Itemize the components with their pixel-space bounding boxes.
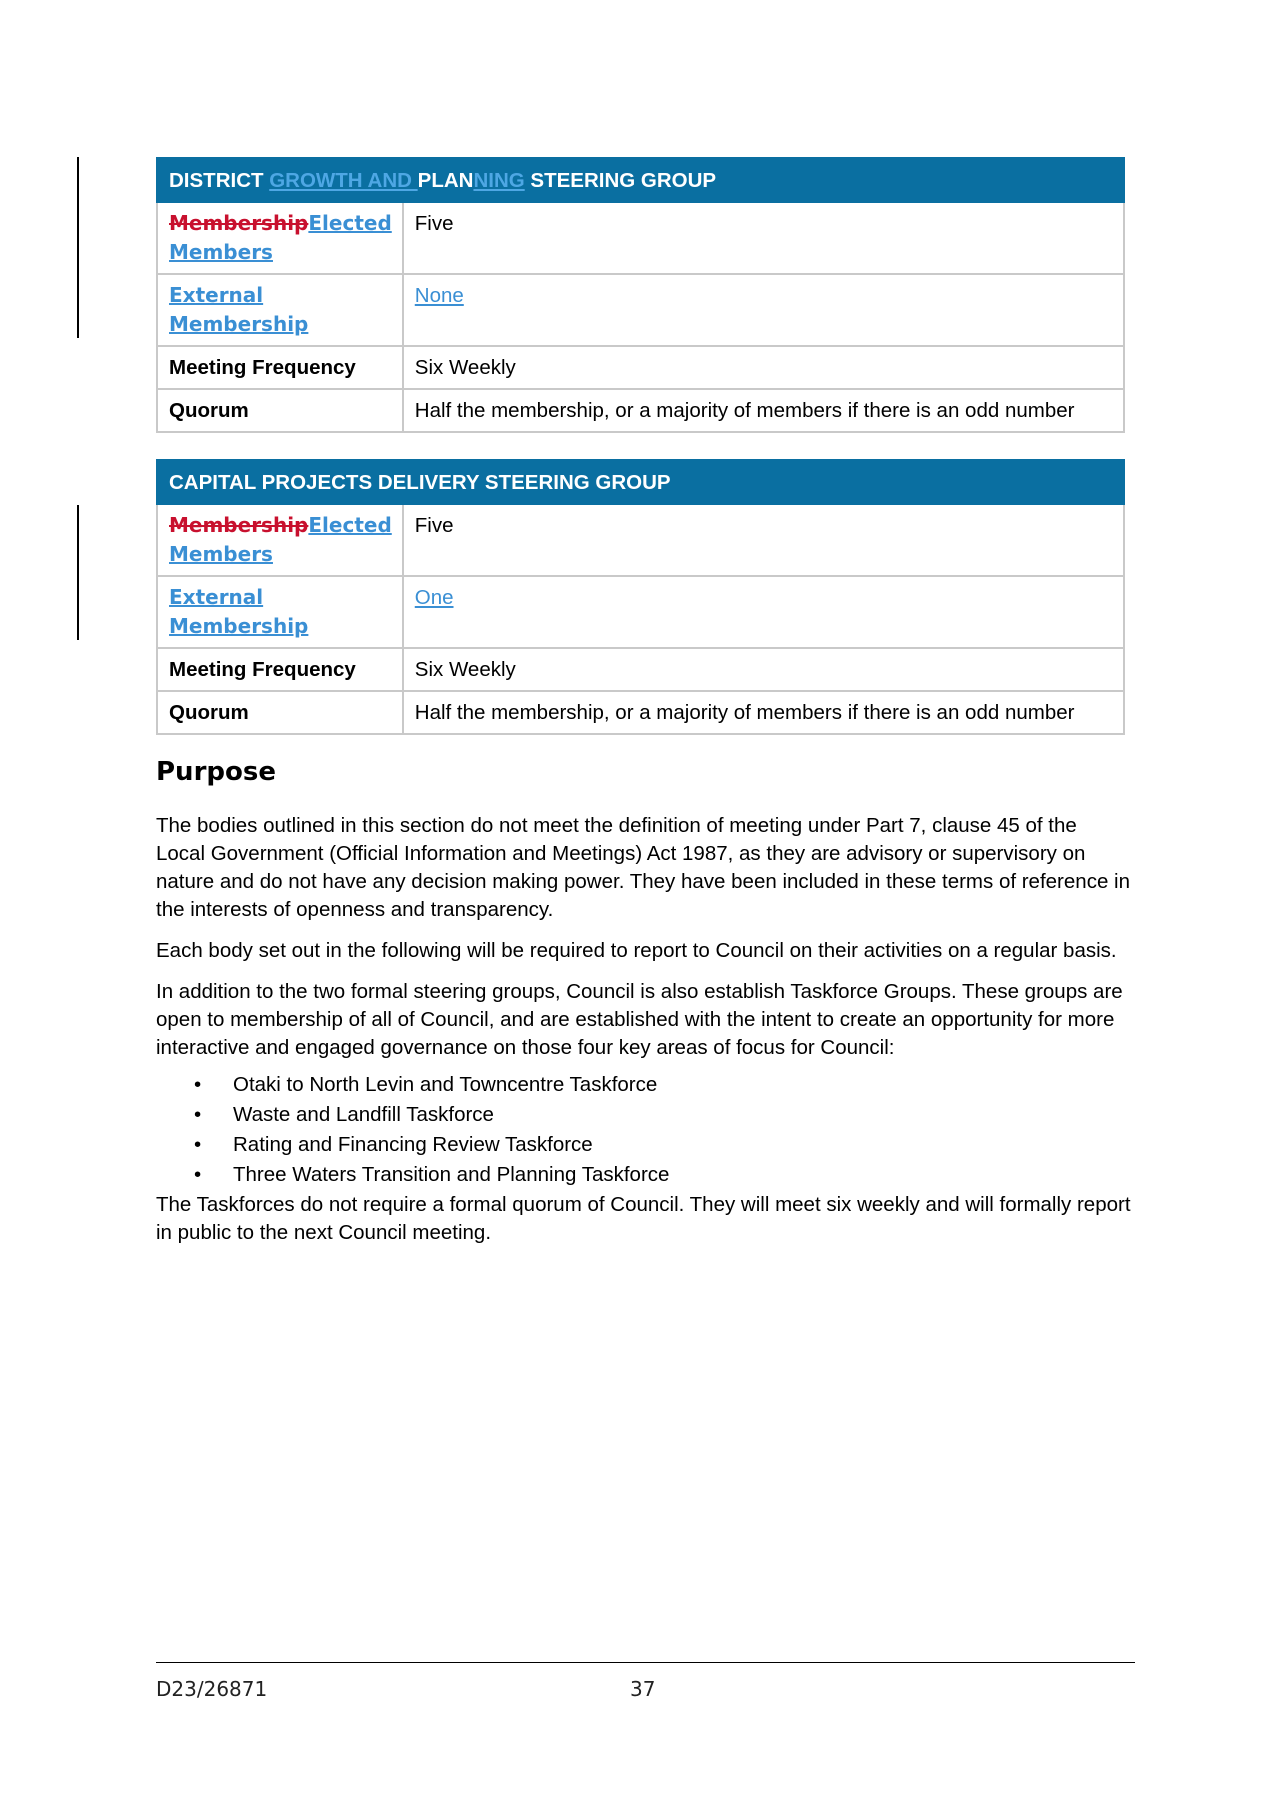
row-label: Quorum — [157, 691, 403, 734]
row-value — [403, 274, 1124, 346]
footer-divider — [156, 1662, 1135, 1663]
inserted-value: One — [414, 586, 454, 609]
row-value: Six Weekly — [403, 648, 1124, 691]
page-number: 37 — [630, 1677, 656, 1701]
row-value: Five — [403, 504, 1124, 576]
document-id: D23/26871 — [156, 1677, 268, 1701]
table-row — [157, 346, 1124, 389]
change-bar — [77, 505, 79, 640]
row-label: Meeting Frequency — [157, 346, 403, 389]
row-label — [157, 576, 403, 648]
change-bar — [77, 157, 79, 338]
paragraph: The Taskforces do not require a formal quorum of Council. They will meet six weekly and will formally report in public to the next Council meeting. — [156, 1193, 1131, 1244]
header-text: DISTRICT — [169, 169, 270, 192]
capital-projects-table — [156, 459, 1125, 735]
table-row — [157, 504, 1124, 576]
bullet-icon: • — [194, 1163, 202, 1186]
taskforce-list — [156, 1070, 1131, 1190]
row-value: Six Weekly — [403, 346, 1124, 389]
inserted-label: Elected Members — [169, 211, 392, 264]
inserted-value: None — [414, 284, 464, 307]
inserted-label: External Membership — [169, 585, 309, 638]
header-inserted-text: NING — [473, 169, 525, 192]
header-text: PLAN — [417, 169, 474, 192]
inserted-label: Elected Members — [169, 513, 392, 566]
list-item — [156, 1100, 1131, 1130]
bullet-icon: • — [194, 1103, 202, 1126]
paragraph: Each body set out in the following will be required to report to Council on their activities on a regular basis. — [156, 939, 1117, 962]
paragraph: In addition to the two formal steering groups, Council is also establish Taskforce Groups. These groups are open to membership of all of Council, and are established with the intent to create an opportunity for more interactive and engaged governance on those four key areas of focus for Council: — [156, 980, 1123, 1059]
row-label — [157, 274, 403, 346]
district-growth-planning-table — [156, 157, 1125, 433]
list-item-text: Rating and Financing Review Taskforce — [233, 1133, 593, 1156]
table-row — [157, 576, 1124, 648]
row-label: Quorum — [157, 389, 403, 432]
header-text: STEERING GROUP — [524, 169, 717, 192]
inserted-label: External Membership — [169, 283, 309, 336]
header-inserted-text: GROWTH AND — [269, 169, 418, 192]
list-item — [156, 1130, 1131, 1160]
row-label — [157, 202, 403, 274]
table-header — [157, 158, 1124, 202]
bullet-icon: • — [194, 1133, 202, 1156]
table-row — [157, 691, 1124, 734]
bullet-icon: • — [194, 1073, 202, 1096]
list-item-text: Three Waters Transition and Planning Taskforce — [233, 1163, 670, 1186]
row-value — [403, 576, 1124, 648]
section-heading: Purpose — [156, 757, 276, 787]
row-value: Half the membership, or a majority of members if there is an odd number — [403, 691, 1124, 734]
list-item — [156, 1070, 1131, 1100]
table-row — [157, 648, 1124, 691]
purpose-body — [156, 812, 1131, 1260]
list-item-text: Otaki to North Levin and Towncentre Taskforce — [233, 1073, 658, 1096]
row-label: Meeting Frequency — [157, 648, 403, 691]
table-row — [157, 274, 1124, 346]
table-header: CAPITAL PROJECTS DELIVERY STEERING GROUP — [157, 460, 1124, 504]
table-row — [157, 202, 1124, 274]
paragraph: The bodies outlined in this section do not meet the definition of meeting under Part 7, clause 45 of the Local Government (Official Information and Meetings) Act 1987, as they are advisory or supervisory on nature and do not have any decision making power. They have been included in these terms of reference in the interests of openness and transparency. — [156, 814, 1130, 921]
deleted-label: Membership — [169, 211, 309, 235]
list-item-text: Waste and Landfill Taskforce — [233, 1103, 494, 1126]
table-row — [157, 389, 1124, 432]
row-value: Half the membership, or a majority of members if there is an odd number — [403, 389, 1124, 432]
list-item — [156, 1160, 1131, 1190]
row-value: Five — [403, 202, 1124, 274]
deleted-label: Membership — [169, 513, 309, 537]
row-label — [157, 504, 403, 576]
